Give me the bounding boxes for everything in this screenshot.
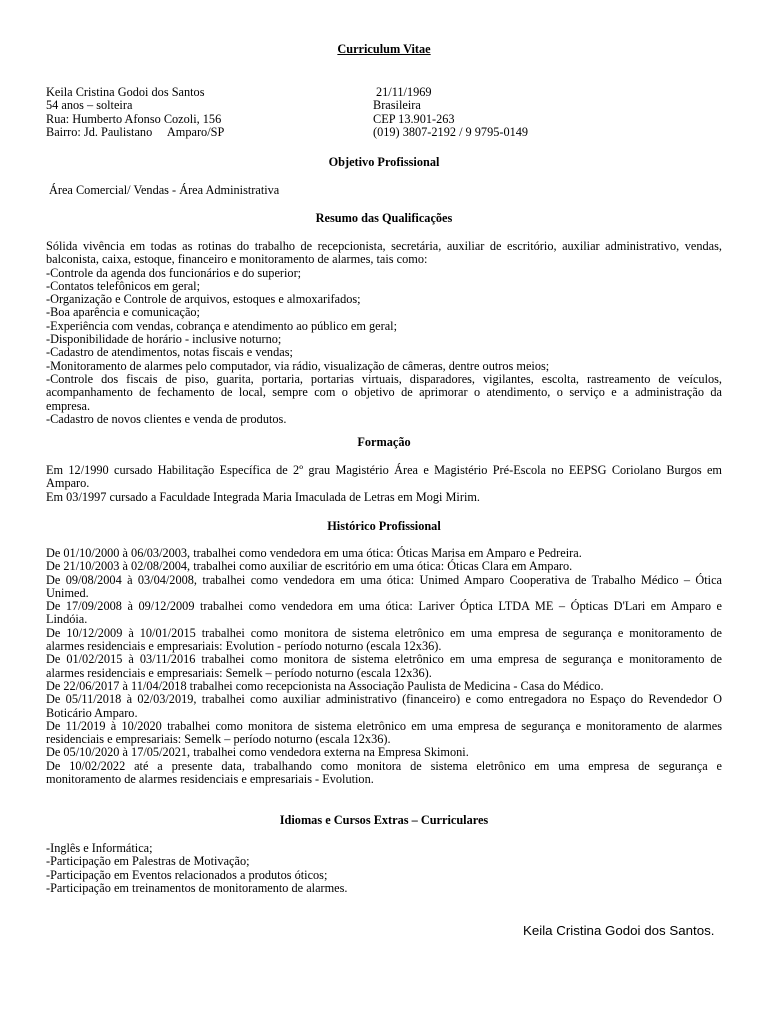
historico-line: De 10/02/2022 até a presente data, trabalhando como monitora de sistema eletrônico em uma empresa de segurança e [46,758,722,773]
resumo-line: -Contatos telefônicos em geral; [46,278,201,293]
personal-left [46,86,224,139]
historico-line: De 05/11/2018 à 02/03/2019, trabalhei como auxiliar administrativo (financeiro) e como entregadora no Espaço do Revendedor O [46,692,722,707]
personal-age: 54 anos – solteira [46,98,133,113]
historico-line: alarmes residenciais e empresariais: Evolution - período noturno (escala 12x36). [46,639,442,654]
resumo-line: -Controle da agenda dos funcionários e do superior; [46,265,302,280]
historico-heading: Histórico Profissional [327,519,441,533]
objetivo-text: Área Comercial/ Vendas - Área Administrativa [49,183,280,197]
resumo-block [46,240,722,426]
idiomas-line: -Participação em Eventos relacionados a produtos óticos; [46,867,328,882]
formacao-heading: Formação [357,435,411,449]
resumo-line: balconista, caixa, estoque, financeiro e monitoramento de alarmes, tais como: [46,252,428,267]
historico-line: Lindóia. [46,612,88,627]
historico-line: alarmes residenciais e empresariais: Semelk – período noturno (escala 12x36). [46,665,432,680]
historico-line: De 21/10/2003 à 02/08/2004, trabalhei como auxiliar de escritório em uma ótica: Óticas Clara em Amparo. [46,559,573,574]
formacao-block [46,464,722,504]
idiomas-block [46,842,722,895]
personal-district: Bairro: Jd. Paulistano Amparo/SP [46,124,225,139]
personal-nationality: Brasileira [373,98,421,113]
historico-line: De 09/08/2004 à 03/04/2008, trabalhei como vendedora em uma ótica: Unimed Amparo Cooperativa de Trabalho Médico – Ótica [46,572,722,587]
resumo-line: -Monitoramento de alarmes pelo computador, via rádio, visualização de câmeras, dentre outros meios; [46,358,550,373]
resumo-line: -Experiência com vendas, cobrança e atendimento ao público em geral; [46,318,397,333]
historico-line: Unimed. [46,585,89,600]
resumo-line: Sólida vivência em todas as rotinas do trabalho de recepcionista, secretária, auxiliar de escritório, auxiliar administrativo, vendas, [46,239,722,253]
idiomas-line: -Inglês e Informática; [46,841,153,855]
historico-line: De 05/10/2020 à 17/05/2021, trabalhei como vendedora externa na Empresa Skimoni. [46,745,469,760]
formacao-line: Em 12/1990 cursado Habilitação Específica de 2º grau Magistério Área e Magistério Pré-Escola no EEPSG Coriolano Burgos em [46,463,722,477]
resumo-line: -Cadastro de novos clientes e venda de produtos. [46,411,287,426]
personal-phone: (019) 3807-2192 / 9 9795-0149 [373,124,529,139]
resumo-line: acompanhamento de fechamento de local, sempre com o objetivo de aprimorar o atendimento, o serviço e a administração da [46,385,722,400]
historico-line: Boticário Amparo. [46,705,138,720]
historico-line: De 01/10/2000 à 06/03/2003, trabalhei como vendedora em uma ótica: Óticas Marisa em Amparo e Pedreira. [46,546,582,560]
formacao-line: Em 03/1997 cursado a Faculdade Integrada Maria Imaculada de Letras em Mogi Mirim. [46,489,480,504]
historico-line: De 22/06/2017 à 11/04/2018 trabalhei como recepcionista na Associação Paulista de Medicina - Casa do Médico. [46,678,604,693]
resumo-line: -Boa aparência e comunicação; [46,305,200,320]
idiomas-line: -Participação em treinamentos de monitoramento de alarmes. [46,880,348,895]
historico-line: residenciais e empresariais: Semelk – período noturno (escala 12x36). [46,732,391,747]
historico-line: monitoramento de alarmes residenciais e empresariais - Evolution. [46,772,374,787]
resumo-line: -Controle dos fiscais de piso, guarita, portaria, portarias virtuais, disparadores, vigilantes, escolta, rastreamento de veículos, [46,371,722,386]
historico-line: De 10/12/2009 à 10/01/2015 trabalhei como monitora de sistema eletrônico em uma empresa de segurança e monitoramento de [46,625,722,640]
personal-name: Keila Cristina Godoi dos Santos [46,85,205,99]
historico-line: De 11/2019 à 10/2020 trabalhei como monitora de sistema eletrônico em uma empresa de segurança e monitoramento de alarmes [46,718,722,733]
resumo-line: -Cadastro de atendimentos, notas fiscais e vendas; [46,345,293,360]
idiomas-line: -Participação em Palestras de Motivação; [46,854,250,869]
historico-line: De 17/09/2008 à 09/12/2009 trabalhei como vendedora em uma ótica: Lariver Óptica LTDA ME – Ópticas D'Lari em Amparo e [46,599,722,614]
formacao-line: Amparo. [46,476,90,491]
resumo-line: -Disponibilidade de horário - inclusive noturno; [46,332,282,347]
resumo-line: empresa. [46,398,91,413]
personal-birthdate: 21/11/1969 [376,85,432,99]
objetivo-heading: Objetivo Profissional [328,155,440,169]
resumo-line: -Organização e Controle de arquivos, estoques e almoxarifados; [46,292,361,307]
resumo-heading: Resumo das Qualificações [315,211,453,225]
historico-line: De 01/02/2015 à 03/11/2016 trabalhei como monitora de sistema eletrônico em uma empresa de segurança e monitoramento de [46,652,722,667]
historico-block [46,547,722,786]
personal-zip: CEP 13.901-263 [373,111,455,126]
personal-street: Rua: Humberto Afonso Cozoli, 156 [46,111,222,126]
page-title: Curriculum Vitae [337,42,431,56]
signature: Keila Cristina Godoi dos Santos. [523,923,715,938]
idiomas-heading: Idiomas e Cursos Extras – Curriculares [279,813,489,827]
personal-right [373,86,528,139]
